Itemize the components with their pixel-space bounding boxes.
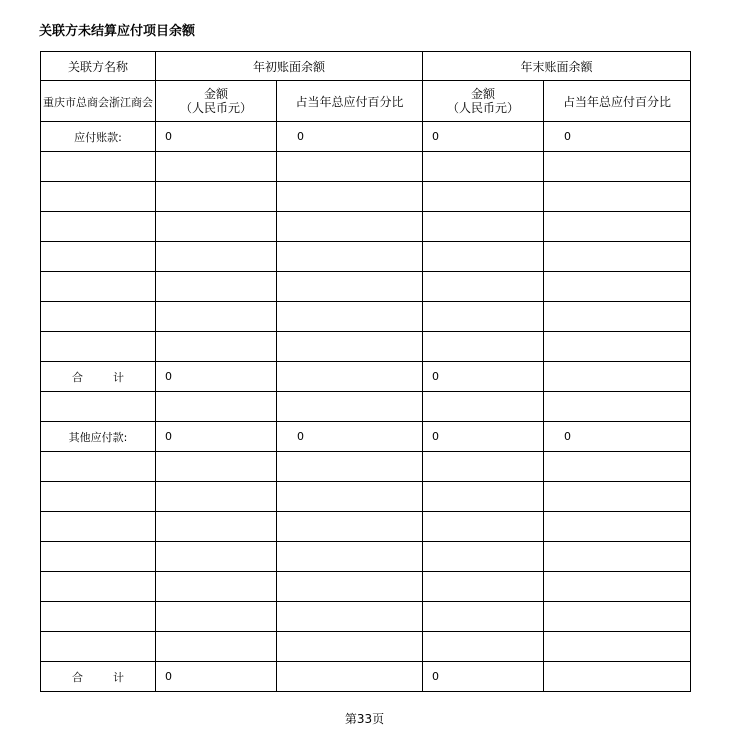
table-row (41, 542, 691, 572)
opening-amount-label: 金额 (203, 87, 228, 101)
closing-total-cell: 0 (423, 662, 544, 692)
table-row (41, 302, 691, 332)
party-name: 重庆市总商会浙江商会 (43, 95, 153, 109)
header-opening-balance: 年初账面余额 (156, 52, 423, 81)
closing-percent-cell: 0 (544, 122, 691, 152)
header-row-1 (41, 52, 691, 81)
table-row (41, 602, 691, 632)
table-row (41, 332, 691, 362)
header-row-2 (41, 81, 691, 122)
opening-amount-cell: 0 (156, 422, 277, 452)
table-row (41, 452, 691, 482)
total-label (41, 362, 156, 392)
table-row (41, 212, 691, 242)
header-party-name: 关联方名称 (41, 52, 156, 81)
total-row-other-payables (41, 662, 691, 692)
header-opening-percent: 占当年总应付百分比 (277, 81, 423, 122)
closing-percent-cell: 0 (544, 422, 691, 452)
table-row (41, 242, 691, 272)
total-row-accounts-payable (41, 362, 691, 392)
table-row (41, 482, 691, 512)
table-row (41, 272, 691, 302)
table-row (41, 152, 691, 182)
section-row-other-payables (41, 422, 691, 452)
section-row-accounts-payable (41, 122, 691, 152)
opening-total-cell: 0 (156, 362, 277, 392)
closing-currency-label: （人民币元） (447, 101, 520, 115)
table-row (41, 632, 691, 662)
total-label-a: 合 (72, 370, 83, 384)
table-row (41, 572, 691, 602)
header-closing-percent: 占当年总应付百分比 (544, 81, 691, 122)
closing-amount-cell: 0 (423, 122, 544, 152)
header-opening-amount (156, 81, 277, 122)
header-closing-amount (423, 81, 544, 122)
opening-amount-cell: 0 (156, 122, 277, 152)
section-label: 其他应付款: (41, 422, 156, 452)
closing-amount-label: 金额 (471, 87, 496, 101)
total-label-a: 合 (72, 670, 83, 684)
opening-currency-label: （人民币元） (179, 101, 252, 115)
closing-total-cell: 0 (423, 362, 544, 392)
table-row (41, 512, 691, 542)
total-label-b: 计 (113, 370, 124, 384)
header-closing-balance: 年末账面余额 (423, 52, 691, 81)
opening-percent-cell: 0 (277, 422, 423, 452)
page-number: 第33页 (344, 712, 385, 726)
section-label: 应付账款: (41, 122, 156, 152)
closing-amount-cell: 0 (423, 422, 544, 452)
total-label-b: 计 (113, 670, 124, 684)
header-party-cell (41, 81, 156, 122)
table-row (41, 392, 691, 422)
related-party-payables-table (40, 51, 691, 692)
page-title: 关联方未结算应付项目余额 (39, 24, 196, 39)
table-row (41, 182, 691, 212)
total-label (41, 662, 156, 692)
opening-percent-cell: 0 (277, 122, 423, 152)
opening-total-cell: 0 (156, 662, 277, 692)
